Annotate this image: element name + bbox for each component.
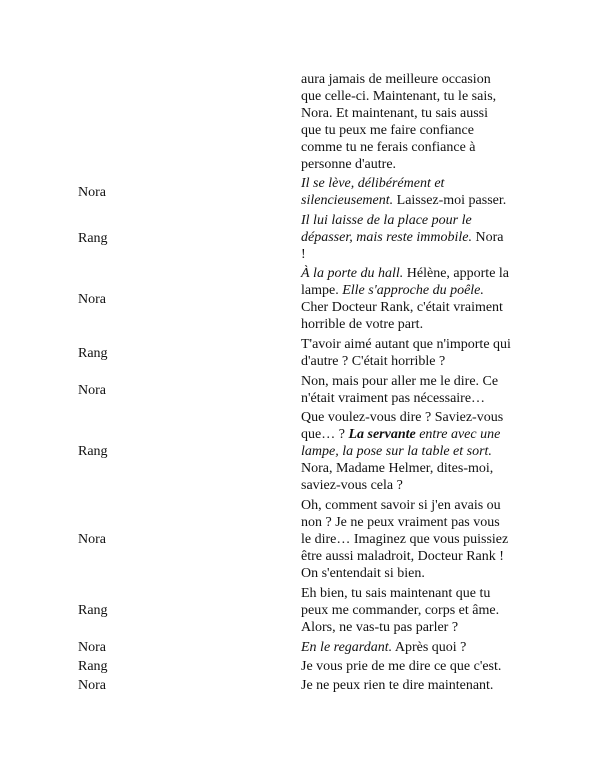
speech: horrible de votre part.	[301, 317, 424, 332]
dialogue-text	[301, 658, 529, 675]
text-line: Je ne peux rien te dire maintenant.	[301, 678, 494, 693]
dialogue-text	[301, 639, 529, 656]
dialogue-text	[301, 373, 529, 407]
dialogue-text	[301, 212, 529, 263]
text-line: On s'entendait si bien.	[301, 566, 425, 581]
dialogue-text	[301, 265, 529, 333]
stage-direction: silencieusement.	[301, 193, 394, 208]
dialogue-text	[301, 71, 529, 173]
speech: Nora	[471, 230, 504, 245]
speech: Laissez-moi passer.	[393, 193, 507, 208]
speaker-name: Nora	[78, 185, 106, 200]
text-line: Je vous prie de me dire ce que c'est.	[301, 659, 502, 674]
stage-direction: Il lui laisse de la place pour le	[301, 213, 472, 228]
stage-direction: Elle s'approche du poêle.	[342, 283, 484, 298]
text-line: que celle-ci. Maintenant, tu le sais,	[301, 89, 497, 104]
stage-character: La servante	[348, 427, 416, 442]
speaker-name: Nora	[78, 678, 106, 693]
text-line: que tu peux me faire confiance	[301, 123, 474, 138]
text-line: Eh bien, tu sais maintenant que tu	[301, 586, 491, 601]
speaker-name: Rang	[78, 346, 108, 361]
speaker-name: Rang	[78, 231, 108, 246]
speaker-name: Rang	[78, 444, 108, 459]
text-line: Non, mais pour aller me le dire. Ce	[301, 374, 499, 389]
dialogue-text	[301, 677, 529, 694]
text-line: non ? Je ne peux vraiment pas vous	[301, 515, 500, 530]
stage-direction: À la porte du hall.	[301, 266, 404, 281]
speaker-name: Rang	[78, 659, 108, 674]
text-line: d'autre ? C'était horrible ?	[301, 354, 446, 369]
dialogue-text	[301, 585, 529, 636]
speaker-name: Nora	[78, 383, 106, 398]
speech: Cher Docteur Rank, c'était vraiment	[301, 300, 503, 315]
speaker-name: Nora	[78, 640, 106, 655]
speech: Que voulez-vous dire ? Saviez-vous	[301, 410, 504, 425]
text-line: aura jamais de meilleure occasion	[301, 72, 491, 87]
dialogue-text	[301, 497, 529, 582]
dialogue-text	[301, 175, 529, 209]
speech: lampe.	[301, 283, 343, 298]
speech: !	[301, 247, 306, 262]
speech: Après quoi ?	[392, 640, 467, 655]
stage-direction: En le regardant.	[301, 640, 393, 655]
stage-direction: dépasser, mais reste immobile.	[301, 230, 472, 245]
text-line: T'avoir aimé autant que n'importe qui	[301, 337, 511, 352]
stage-direction: lampe, la pose sur la table et sort.	[301, 444, 492, 459]
dialogue-text	[301, 409, 529, 494]
text-line: personne d'autre.	[301, 157, 397, 172]
text-line: Oh, comment savoir si j'en avais ou	[301, 498, 501, 513]
speaker-name: Nora	[78, 532, 106, 547]
text-line: Nora. Et maintenant, tu sais aussi	[301, 106, 489, 121]
stage-direction: entre avec une	[415, 427, 501, 442]
text-line: peux me commander, corps et âme.	[301, 603, 500, 618]
text-line: Alors, ne vas-tu pas parler ?	[301, 620, 459, 635]
text-line: n'était vraiment pas nécessaire…	[301, 391, 486, 406]
text-line: le dire… Imaginez que vous puissiez	[301, 532, 509, 547]
speech: Hélène, apporte la	[403, 266, 510, 281]
speaker-name: Nora	[78, 292, 106, 307]
speech: Nora, Madame Helmer, dites-moi,	[301, 461, 494, 476]
speech: saviez-vous cela ?	[301, 478, 403, 493]
speech: que… ?	[301, 427, 349, 442]
text-line: être aussi maladroit, Docteur Rank !	[301, 549, 504, 564]
stage-direction: Il se lève, délibérément et	[301, 176, 445, 191]
speaker-name: Rang	[78, 603, 108, 618]
text-line: comme tu ne ferais confiance à	[301, 140, 476, 155]
dialogue-text	[301, 336, 529, 370]
